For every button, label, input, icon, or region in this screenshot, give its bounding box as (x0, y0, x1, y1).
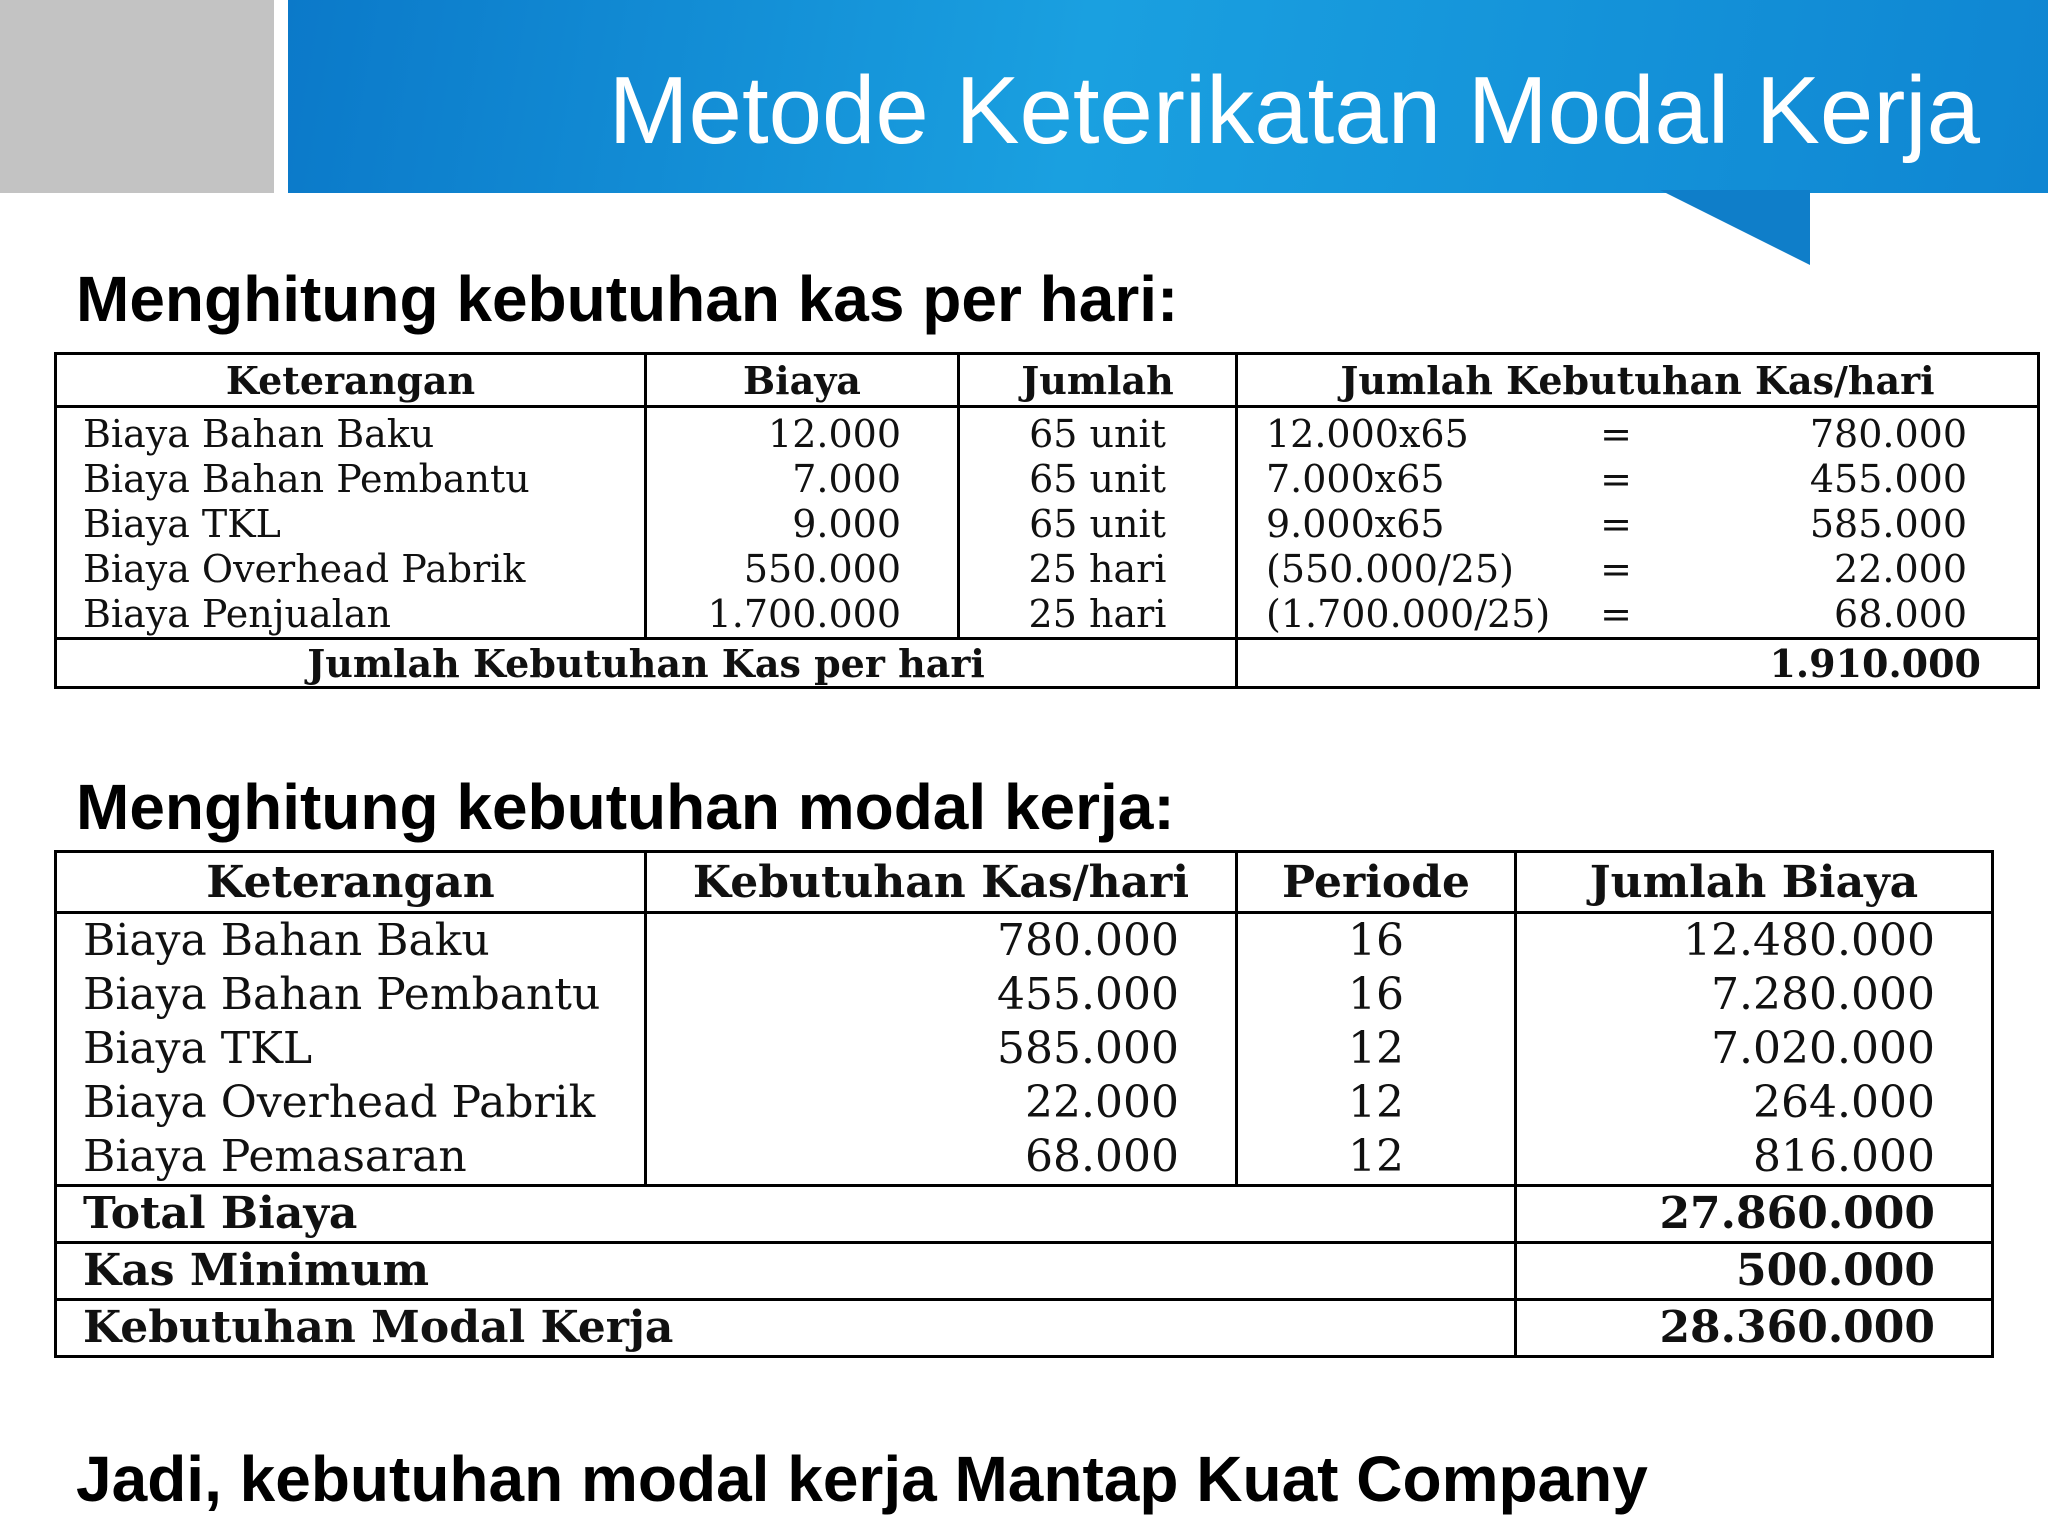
row-jumlah: 65 unit (959, 457, 1237, 502)
row-jumlah: 25 hari (959, 547, 1237, 592)
row-label: Biaya TKL (56, 502, 646, 547)
row-kas-per-hari: 455.000 (646, 968, 1237, 1022)
row-jumlah: 65 unit (959, 407, 1237, 458)
summary-label: Kas Minimum (56, 1243, 1516, 1300)
row-periode: 12 (1237, 1076, 1516, 1130)
calc-equals: = (1600, 457, 1632, 501)
row-periode: 12 (1237, 1022, 1516, 1076)
row-kas-per-hari: 780.000 (646, 913, 1237, 969)
row-label: Biaya Bahan Baku (56, 913, 646, 969)
table-header-row (56, 852, 1993, 913)
column-header: Jumlah (959, 354, 1237, 407)
row-periode: 16 (1237, 968, 1516, 1022)
row-jumlah-biaya: 7.020.000 (1711, 1023, 1935, 1074)
row-biaya: 550.000 (646, 547, 959, 592)
calc-equals: = (1600, 502, 1632, 546)
summary-label: Total Biaya (56, 1186, 1516, 1243)
row-label: Biaya Pemasaran (56, 1130, 646, 1186)
row-label: Biaya Bahan Baku (56, 407, 646, 458)
row-jumlah-biaya: 7.280.000 (1711, 969, 1935, 1020)
summary-value: 500.000 (1516, 1243, 1993, 1300)
banner-tail-shape (1660, 190, 1810, 265)
header-gray-block (0, 0, 274, 193)
row-label: Biaya Penjualan (56, 592, 646, 639)
calc-result: 68.000 (1834, 592, 1967, 636)
calc-expression: 12.000x65 (1266, 412, 1469, 456)
row-calculation (1237, 457, 2039, 502)
conclusion-text: Jadi, kebutuhan modal kerja Mantap Kuat Company (76, 1443, 1648, 1515)
table-kebutuhan-kas-per-hari (54, 352, 2040, 689)
row-calculation (1237, 547, 2039, 592)
row-periode: 16 (1237, 913, 1516, 969)
row-jumlah: 65 unit (959, 502, 1237, 547)
column-header: Keterangan (56, 354, 646, 407)
row-kas-per-hari: 585.000 (646, 1022, 1237, 1076)
total-label: Jumlah Kebutuhan Kas per hari (56, 639, 1237, 688)
table-row (56, 1076, 1993, 1130)
column-header: Jumlah Biaya (1516, 852, 1993, 913)
row-jumlah: 25 hari (959, 592, 1237, 639)
row-label: Biaya Bahan Pembantu (56, 968, 646, 1022)
calc-expression: 7.000x65 (1266, 457, 1445, 501)
row-biaya: 9.000 (646, 502, 959, 547)
calc-equals: = (1600, 547, 1632, 591)
row-label: Biaya Overhead Pabrik (56, 1076, 646, 1130)
table-row (56, 1022, 1993, 1076)
row-kas-per-hari: 22.000 (646, 1076, 1237, 1130)
column-header: Periode (1237, 852, 1516, 913)
column-header: Kebutuhan Kas/hari (646, 852, 1237, 913)
column-header: Biaya (646, 354, 959, 407)
summary-row-kas-minimum (56, 1243, 1993, 1300)
row-jumlah-biaya: 264.000 (1753, 1077, 1935, 1128)
row-jumlah-biaya: 816.000 (1753, 1131, 1935, 1182)
row-biaya: 7.000 (646, 457, 959, 502)
row-kas-per-hari: 68.000 (646, 1130, 1237, 1186)
row-calculation (1237, 592, 2039, 639)
table-row (56, 592, 2039, 639)
total-value: 1.910.000 (1237, 639, 2039, 688)
table-row (56, 913, 1993, 969)
row-calculation (1237, 502, 2039, 547)
table-row (56, 968, 1993, 1022)
calc-expression: (1.700.000/25) (1266, 592, 1551, 636)
summary-value: 27.860.000 (1516, 1186, 1993, 1243)
section-heading-kas-per-hari: Menghitung kebutuhan kas per hari: (76, 263, 1179, 335)
summary-row-kebutuhan-modal-kerja (56, 1300, 1993, 1357)
table-kebutuhan-modal-kerja (54, 850, 1994, 1358)
row-jumlah-biaya: 12.480.000 (1683, 915, 1935, 966)
column-header: Jumlah Kebutuhan Kas/hari (1237, 354, 2039, 407)
row-biaya: 12.000 (646, 407, 959, 458)
slide-title: Metode Keterikatan Modal Kerja (608, 57, 1980, 164)
calc-equals: = (1600, 412, 1632, 456)
row-label: Biaya Overhead Pabrik (56, 547, 646, 592)
table-row (56, 502, 2039, 547)
summary-value: 28.360.000 (1516, 1300, 1993, 1357)
title-banner (288, 0, 2048, 193)
calc-result: 780.000 (1809, 412, 1967, 456)
column-header: Keterangan (56, 852, 646, 913)
calc-result: 585.000 (1809, 502, 1967, 546)
row-label: Biaya Bahan Pembantu (56, 457, 646, 502)
table-row (56, 457, 2039, 502)
row-label: Biaya TKL (56, 1022, 646, 1076)
calc-result: 455.000 (1809, 457, 1967, 501)
calc-equals: = (1600, 592, 1632, 636)
row-periode: 12 (1237, 1130, 1516, 1186)
summary-label: Kebutuhan Modal Kerja (56, 1300, 1516, 1357)
calc-expression: (550.000/25) (1266, 547, 1514, 591)
table-row (56, 1130, 1993, 1186)
calc-result: 22.000 (1834, 547, 1967, 591)
calc-expression: 9.000x65 (1266, 502, 1445, 546)
table-total-row (56, 639, 2039, 688)
section-heading-modal-kerja: Menghitung kebutuhan modal kerja: (76, 771, 1175, 843)
row-calculation (1237, 407, 2039, 458)
row-biaya: 1.700.000 (646, 592, 959, 639)
table-header-row (56, 354, 2039, 407)
table-row (56, 407, 2039, 458)
summary-row-total-biaya (56, 1186, 1993, 1243)
table-row (56, 547, 2039, 592)
